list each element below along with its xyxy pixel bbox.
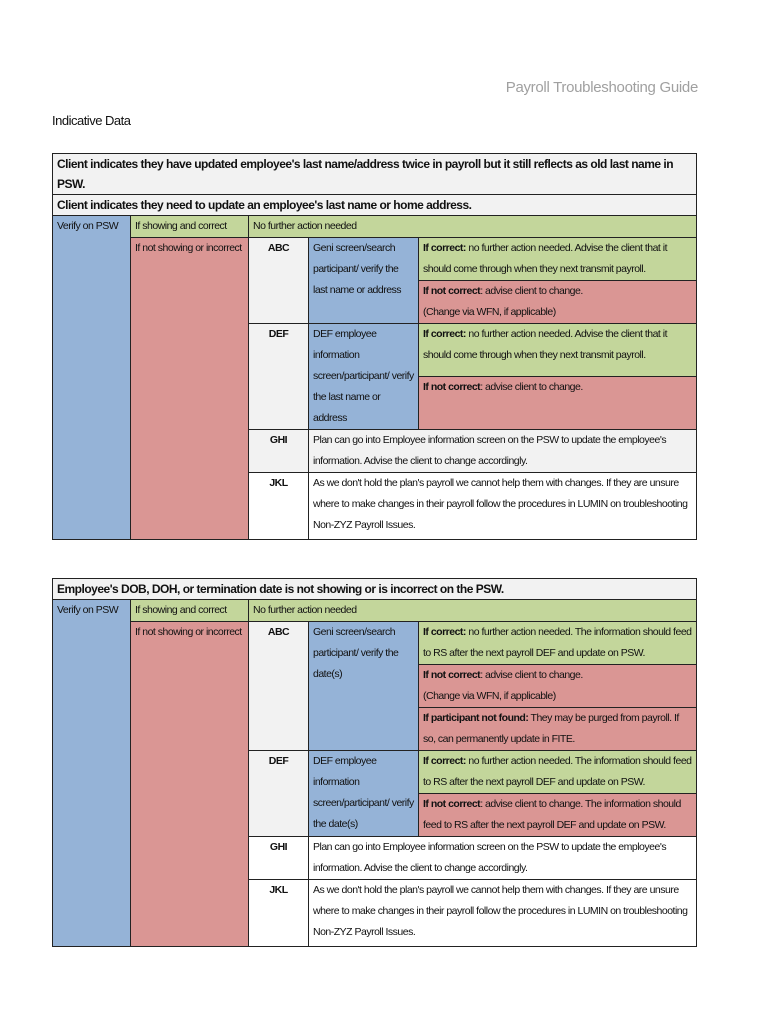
def-action: DEF employee information screen/participant/ verify the date(s)	[309, 751, 419, 837]
abc-correct-keyword: If correct:	[423, 242, 466, 254]
jkl-text: As we don't hold the plan's payroll we cannot help them with changes. If they are unsure where to make changes in their payroll follow the procedures in LUMIN on troubleshooting Non-ZYZ Payroll Issues.	[309, 473, 697, 540]
abc-correct	[419, 622, 697, 665]
no-action-cell: No further action needed	[249, 216, 697, 238]
showing-correct-cell: If showing and correct	[131, 216, 249, 238]
not-showing-cell: If not showing or incorrect	[131, 622, 249, 947]
def-incorrect-text: : advise client to change. The information should feed to RS after the next payroll DEF and update on PSW.	[423, 798, 681, 831]
table-title-row	[53, 195, 697, 216]
table-title-row	[53, 579, 697, 600]
abc-correct-keyword: If correct:	[423, 626, 466, 638]
def-incorrect-text: : advise client to change.	[480, 381, 583, 393]
verify-cell: Verify on PSW	[53, 600, 131, 947]
abc-incorrect-note: (Change via WFN, if applicable)	[423, 690, 556, 702]
def-correct-text: no further action needed. Advise the client that it should come through when they next transmit payroll.	[423, 328, 667, 361]
def-correct	[419, 751, 697, 794]
def-action: DEF employee information screen/participant/ verify the last name or address	[309, 324, 419, 430]
def-correct-text: no further action needed. The information should feed to RS after the next payroll DEF and update on PSW.	[423, 755, 692, 788]
not-showing-cell: If not showing or incorrect	[131, 238, 249, 540]
abc-correct-text: no further action needed. The information should feed to RS after the next payroll DEF and update on PSW.	[423, 626, 692, 659]
section-heading: Indicative Data	[52, 113, 131, 128]
page-header-title: Payroll Troubleshooting Guide	[505, 79, 698, 96]
def-incorrect-keyword: If not correct	[423, 381, 481, 393]
no-action-cell: No further action needed	[249, 600, 697, 622]
jkl-label: JKL	[249, 473, 309, 540]
abc-incorrect-text: : advise client to change.	[480, 669, 583, 681]
def-correct-keyword: If correct:	[423, 755, 466, 767]
abc-correct	[419, 238, 697, 281]
troubleshooting-table-name-address	[52, 153, 697, 540]
abc-notfound-text: They may be purged from payroll. If so, can permanently update in FITE.	[423, 712, 679, 745]
verify-cell: Verify on PSW	[53, 216, 131, 540]
table-title: Employee's DOB, DOH, or termination date is not showing or is incorrect on the PSW.	[53, 579, 697, 600]
abc-label: ABC	[249, 622, 309, 751]
abc-action: Geni screen/search participant/ verify the date(s)	[309, 622, 419, 751]
showing-correct-cell: If showing and correct	[131, 600, 249, 622]
troubleshooting-table-dates	[52, 578, 697, 947]
abc-incorrect-text: : advise client to change.	[480, 285, 583, 297]
abc-incorrect-keyword: If not correct	[423, 669, 481, 681]
abc-incorrect-keyword: If not correct	[423, 285, 481, 297]
jkl-label: JKL	[249, 880, 309, 947]
ghi-text: Plan can go into Employee information screen on the PSW to update the employee's information. Advise the client to change accordingly.	[309, 430, 697, 473]
def-correct	[419, 324, 697, 377]
ghi-label: GHI	[249, 430, 309, 473]
abc-notfound-keyword: If participant not found:	[423, 712, 529, 724]
abc-incorrect-note: (Change via WFN, if applicable)	[423, 306, 556, 318]
abc-correct-text: no further action needed. Advise the client that it should come through when they next transmit payroll.	[423, 242, 667, 275]
abc-incorrect	[419, 281, 697, 324]
abc-incorrect	[419, 665, 697, 708]
def-correct-keyword: If correct:	[423, 328, 466, 340]
def-incorrect	[419, 377, 697, 430]
abc-label: ABC	[249, 238, 309, 324]
table-title: Client indicates they have updated employee's last name/address twice in payroll but it still reflects as old last name in PSW.	[53, 154, 697, 195]
ghi-label: GHI	[249, 837, 309, 880]
abc-not-found	[419, 708, 697, 751]
table-title: Client indicates they need to update an employee's last name or home address.	[53, 195, 697, 216]
def-incorrect	[419, 794, 697, 837]
abc-action: Geni screen/search participant/ verify the last name or address	[309, 238, 419, 324]
ghi-text: Plan can go into Employee information screen on the PSW to update the employee's information. Advise the client to change accordingly.	[309, 837, 697, 880]
jkl-text: As we don't hold the plan's payroll we cannot help them with changes. If they are unsure where to make changes in their payroll follow the procedures in LUMIN on troubleshooting Non-ZYZ Payroll Issues.	[309, 880, 697, 947]
def-label: DEF	[249, 751, 309, 837]
def-incorrect-keyword: If not correct	[423, 798, 481, 810]
table-title-row	[53, 154, 697, 195]
def-label: DEF	[249, 324, 309, 430]
